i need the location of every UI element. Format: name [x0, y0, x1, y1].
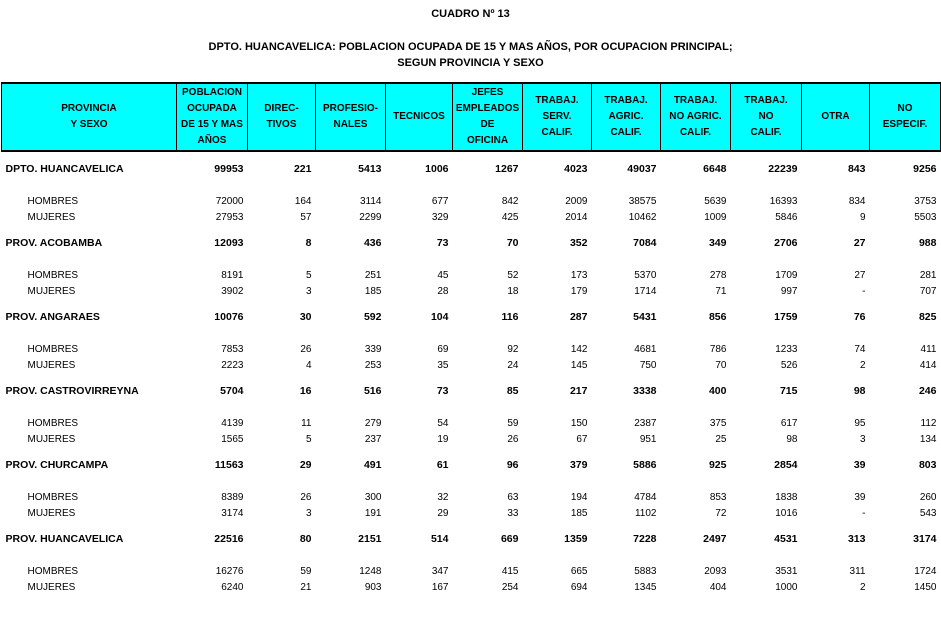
table-cell: 80	[299, 533, 312, 545]
table-cell: 279	[364, 417, 382, 429]
table-cell: 287	[569, 311, 588, 323]
table-cell: 221	[293, 163, 312, 175]
total-row	[2, 530, 941, 548]
table-cell: 246	[918, 385, 937, 397]
mujeres-row	[2, 357, 941, 373]
table-cell: 3	[305, 285, 312, 297]
table-cell: 95	[854, 417, 866, 429]
table-cell: 5370	[634, 269, 657, 281]
table-cell: 1709	[775, 269, 798, 281]
table-cell: 19	[437, 433, 449, 445]
table-cell: 5846	[775, 211, 798, 223]
table-cell: 2223	[221, 359, 244, 371]
table-cell: -	[862, 507, 866, 519]
table-cell: 1009	[704, 211, 727, 223]
col-trab-agric: TRABAJ. AGRIC. CALIF.	[592, 83, 661, 151]
table-cell: 16276	[215, 565, 244, 577]
table-cell: 281	[919, 269, 937, 281]
row-label: MUJERES	[27, 359, 76, 371]
col-directivos: DIREC- TIVOS	[248, 83, 316, 151]
table-cell: 59	[507, 417, 519, 429]
row-label: PROV. CHURCAMPA	[5, 459, 109, 471]
table-cell: 543	[919, 507, 937, 519]
table-cell: 4681	[634, 343, 657, 355]
table-cell: 3531	[775, 565, 798, 577]
row-label: PROV. CASTROVIRREYNA	[5, 385, 139, 397]
table-cell: 2497	[703, 533, 727, 545]
table-cell: 18	[507, 285, 519, 297]
table-cell: 3753	[914, 195, 937, 207]
row-label: HOMBRES	[27, 195, 79, 207]
table-cell: 73	[436, 237, 449, 249]
table-cell: 70	[506, 237, 519, 249]
hombres-row	[2, 563, 941, 579]
table-cell: 35	[437, 359, 449, 371]
table-cell: 2014	[565, 211, 588, 223]
table-cell: 1248	[359, 565, 382, 577]
table-cell: 185	[364, 285, 382, 297]
table-number: CUADRO Nº 13	[431, 8, 510, 20]
table-cell: 1714	[634, 285, 657, 297]
table-cell: 1838	[775, 491, 798, 503]
table-cell: 5413	[358, 163, 382, 175]
table-cell: 951	[639, 433, 657, 445]
table-cell: 1016	[775, 507, 798, 519]
table-cell: 514	[430, 533, 449, 545]
table-title: DPTO. HUANCAVELICA: POBLACION OCUPADA DE 15 Y MAS AÑOS, POR OCUPACION PRINCIPAL;	[208, 41, 733, 53]
table-cell: 352	[569, 237, 588, 249]
table-cell: 63	[507, 491, 519, 503]
table-cell: 150	[570, 417, 588, 429]
row-label: DPTO. HUANCAVELICA	[5, 163, 124, 175]
table-cell: 22516	[214, 533, 244, 545]
table-cell: 592	[363, 311, 382, 323]
table-cell: 411	[920, 343, 937, 355]
table-cell: 30	[299, 311, 312, 323]
table-cell: 11	[301, 417, 312, 429]
table-cell: 5886	[633, 459, 657, 471]
col-no-especif: NO ESPECIF.	[870, 83, 941, 151]
table-cell: 29	[299, 459, 312, 471]
row-label: PROV. HUANCAVELICA	[5, 533, 124, 545]
table-cell: 164	[294, 195, 312, 207]
table-cell: 185	[570, 507, 588, 519]
table-cell: 375	[709, 417, 727, 429]
mujeres-row	[2, 579, 941, 595]
table-cell: 2	[859, 581, 866, 593]
table-cell: 5	[305, 433, 312, 445]
table-cell: 179	[570, 285, 588, 297]
table-cell: 251	[364, 269, 382, 281]
table-cell: 61	[436, 459, 449, 471]
table-cell: 1359	[564, 533, 588, 545]
table-cell: 3902	[221, 285, 244, 297]
table-cell: 803	[918, 459, 937, 471]
total-row	[2, 308, 941, 326]
table-cell: 1345	[634, 581, 657, 593]
total-row	[2, 382, 941, 400]
table-cell: 9	[859, 211, 866, 223]
row-label: MUJERES	[27, 507, 76, 519]
table-cell: 7853	[221, 343, 244, 355]
col-provincia: PROVINCIA Y SEXO	[2, 83, 177, 151]
total-row	[2, 234, 941, 252]
table-cell: 5431	[633, 311, 657, 323]
table-cell: 67	[576, 433, 588, 445]
table-cell: 4531	[774, 533, 798, 545]
table-cell: 142	[570, 343, 588, 355]
table-cell: 694	[570, 581, 588, 593]
table-cell: 677	[431, 195, 449, 207]
table-cell: 2093	[704, 565, 727, 577]
table-cell: 8389	[221, 491, 244, 503]
table-cell: 254	[501, 581, 519, 593]
table-cell: 10076	[214, 311, 244, 323]
table-cell: 379	[569, 459, 588, 471]
table-cell: 347	[431, 565, 449, 577]
hombres-row	[2, 415, 941, 431]
table-cell: 329	[431, 211, 449, 223]
table-cell: 2151	[358, 533, 382, 545]
table-subtitle: SEGUN PROVINCIA Y SEXO	[397, 57, 544, 69]
table-cell: 2299	[359, 211, 382, 223]
table-cell: 33	[507, 507, 519, 519]
table-cell: 26	[300, 343, 312, 355]
table-cell: 52	[507, 269, 519, 281]
table-cell: 516	[363, 385, 382, 397]
col-jefes: JEFES EMPLEADOS DE OFICINA	[453, 83, 523, 151]
table-cell: 112	[920, 417, 937, 429]
col-trab-serv: TRABAJ. SERV. CALIF.	[523, 83, 592, 151]
table-cell: 400	[708, 385, 727, 397]
table-cell: 425	[501, 211, 519, 223]
table-cell: 9256	[913, 163, 937, 175]
table-cell: 415	[501, 565, 519, 577]
table-cell: 8	[305, 237, 312, 249]
table-cell: 6240	[221, 581, 244, 593]
hombres-row	[2, 489, 941, 505]
table-cell: 665	[570, 565, 588, 577]
table-cell: 116	[501, 311, 519, 323]
table-cell: 5704	[220, 385, 244, 397]
table-cell: 3174	[913, 533, 937, 545]
table-cell: 73	[436, 385, 449, 397]
table-cell: 260	[919, 491, 937, 503]
row-label: MUJERES	[27, 581, 76, 593]
table-cell: 903	[364, 581, 382, 593]
table-cell: 27	[854, 269, 866, 281]
table-cell: 843	[847, 163, 866, 175]
row-label: MUJERES	[27, 433, 76, 445]
table-cell: 16393	[769, 195, 798, 207]
table-cell: 300	[364, 491, 382, 503]
table-cell: 72000	[215, 195, 244, 207]
table-cell: 4023	[564, 163, 588, 175]
mujeres-row	[2, 431, 941, 447]
mujeres-row	[2, 283, 941, 299]
col-tecnicos: TECNICOS	[386, 83, 453, 151]
table-cell: 1724	[914, 565, 937, 577]
table-cell: 414	[919, 359, 937, 371]
table-cell: 71	[715, 285, 727, 297]
row-label: HOMBRES	[27, 343, 79, 355]
table-cell: 311	[849, 565, 866, 577]
table-cell: 49037	[627, 163, 657, 175]
table-cell: 27	[853, 237, 866, 249]
table-cell: 29	[437, 507, 449, 519]
table-cell: 194	[570, 491, 588, 503]
table-cell: 313	[847, 533, 866, 545]
table-cell: 38575	[628, 195, 657, 207]
table-cell: 7228	[633, 533, 657, 545]
table-cell: 22239	[768, 163, 798, 175]
table-cell: 3338	[633, 385, 657, 397]
table-cell: 253	[364, 359, 382, 371]
col-profesionales: PROFESIO- NALES	[316, 83, 386, 151]
table-cell: 70	[715, 359, 727, 371]
total-row	[2, 456, 941, 474]
col-trab-no-calif: TRABAJ. NO CALIF.	[731, 83, 802, 151]
table-cell: 92	[507, 343, 519, 355]
table-cell: 925	[708, 459, 727, 471]
table-cell: 85	[506, 385, 519, 397]
table-cell: 8191	[221, 269, 244, 281]
table-cell: 834	[848, 195, 866, 207]
table-cell: 825	[918, 311, 937, 323]
table-cell: 5	[305, 269, 312, 281]
table-cell: 191	[364, 507, 382, 519]
table-cell: 104	[430, 311, 449, 323]
table-cell: 853	[709, 491, 727, 503]
table-cell: 715	[779, 385, 798, 397]
table-cell: 59	[300, 565, 312, 577]
table-cell: 617	[780, 417, 798, 429]
table-cell: 74	[854, 343, 866, 355]
table-cell: 69	[437, 343, 449, 355]
table-cell: 217	[569, 385, 588, 397]
occupation-table	[1, 82, 941, 595]
table-body	[2, 151, 941, 595]
table-cell: 25	[715, 433, 727, 445]
table-cell: 72	[715, 507, 727, 519]
table-cell: 11563	[214, 459, 244, 471]
table-cell: 404	[709, 581, 727, 593]
row-label: PROV. ANGARAES	[5, 311, 100, 323]
table-cell: 842	[501, 195, 519, 207]
col-otra: OTRA	[802, 83, 870, 151]
table-cell: 5639	[704, 195, 727, 207]
table-cell: 28	[437, 285, 449, 297]
table-cell: 707	[919, 285, 937, 297]
row-label: HOMBRES	[27, 269, 79, 281]
table-cell: 21	[300, 581, 312, 593]
table-cell: -	[862, 285, 866, 297]
table-cell: 57	[300, 211, 312, 223]
table-cell: 1759	[774, 311, 798, 323]
table-cell: 2387	[634, 417, 657, 429]
table-cell: 54	[437, 417, 449, 429]
table-cell: 1000	[775, 581, 798, 593]
table-cell: 2009	[565, 195, 588, 207]
table-cell: 134	[919, 433, 937, 445]
table-cell: 3	[859, 433, 866, 445]
table-cell: 1102	[634, 507, 657, 519]
table-cell: 786	[709, 343, 727, 355]
table-cell: 349	[708, 237, 727, 249]
table-cell: 339	[364, 343, 382, 355]
table-cell: 1565	[221, 433, 244, 445]
table-cell: 278	[709, 269, 727, 281]
table-cell: 32	[437, 491, 449, 503]
table-cell: 491	[363, 459, 382, 471]
row-label: HOMBRES	[27, 417, 79, 429]
table-cell: 26	[507, 433, 519, 445]
table-cell: 669	[500, 533, 519, 545]
hombres-row	[2, 193, 941, 209]
table-cell: 997	[780, 285, 798, 297]
table-cell: 237	[364, 433, 382, 445]
table-cell: 16	[299, 385, 312, 397]
mujeres-row	[2, 209, 941, 225]
table-cell: 99953	[214, 163, 244, 175]
col-poblacion: POBLACION OCUPADA DE 15 Y MAS AÑOS	[177, 83, 248, 151]
table-cell: 5883	[634, 565, 657, 577]
table-cell: 96	[506, 459, 519, 471]
table-cell: 7084	[633, 237, 657, 249]
table-cell: 39	[854, 491, 866, 503]
table-cell: 1233	[775, 343, 798, 355]
row-label: PROV. ACOBAMBA	[5, 237, 103, 249]
table-cell: 1267	[495, 163, 519, 175]
table-cell: 45	[437, 269, 449, 281]
table-cell: 4784	[634, 491, 657, 503]
hombres-row	[2, 267, 941, 283]
table-cell: 24	[507, 359, 519, 371]
table-cell: 76	[853, 311, 866, 323]
row-label: MUJERES	[27, 211, 76, 223]
header-row	[2, 83, 941, 151]
table-cell: 436	[363, 237, 382, 249]
table-cell: 5503	[914, 211, 937, 223]
table-cell: 3	[305, 507, 312, 519]
table-cell: 4139	[221, 417, 244, 429]
table-cell: 856	[708, 311, 727, 323]
col-trab-no-agric: TRABAJ. NO AGRIC. CALIF.	[661, 83, 731, 151]
table-cell: 10462	[628, 211, 657, 223]
table-cell: 98	[786, 433, 798, 445]
table-cell: 26	[300, 491, 312, 503]
table-cell: 167	[431, 581, 449, 593]
table-cell: 27953	[215, 211, 244, 223]
table-cell: 4	[305, 359, 312, 371]
total-row	[2, 160, 941, 178]
table-cell: 750	[639, 359, 657, 371]
row-label: HOMBRES	[27, 491, 79, 503]
table-cell: 6648	[703, 163, 727, 175]
table-cell: 145	[570, 359, 588, 371]
table-cell: 3174	[221, 507, 244, 519]
table-cell: 526	[780, 359, 798, 371]
table-cell: 39	[853, 459, 866, 471]
table-cell: 12093	[214, 237, 244, 249]
table-cell: 98	[853, 385, 866, 397]
row-label: MUJERES	[27, 285, 76, 297]
table-cell: 3114	[359, 195, 382, 207]
table-cell: 988	[918, 237, 937, 249]
table-cell: 1450	[914, 581, 937, 593]
table-cell: 2706	[774, 237, 798, 249]
row-label: HOMBRES	[27, 565, 79, 577]
mujeres-row	[2, 505, 941, 521]
hombres-row	[2, 341, 941, 357]
table-cell: 2	[859, 359, 866, 371]
table-cell: 1006	[425, 163, 449, 175]
table-cell: 173	[570, 269, 588, 281]
table-cell: 2854	[774, 459, 798, 471]
